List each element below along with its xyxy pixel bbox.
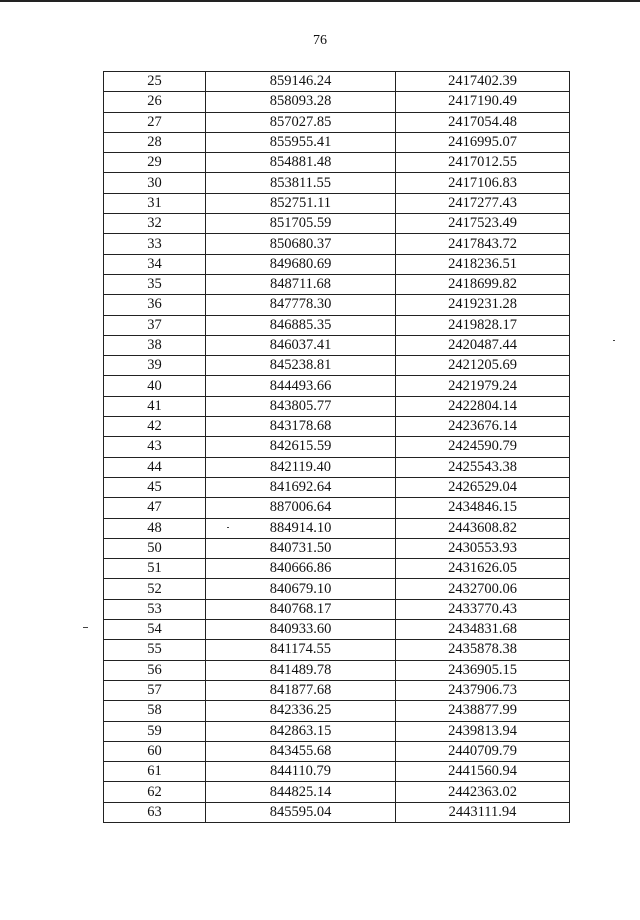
table-row <box>104 92 570 112</box>
y-coordinate-cell: 2421979.24 <box>396 376 570 396</box>
point-number-cell: 53 <box>104 599 206 619</box>
x-coordinate-cell: 841692.64 <box>206 477 396 497</box>
table-row <box>104 802 570 822</box>
table-row <box>104 538 570 558</box>
y-coordinate-cell: 2440709.79 <box>396 741 570 761</box>
scan-speck <box>83 627 88 628</box>
table-row <box>104 214 570 234</box>
table-row <box>104 356 570 376</box>
point-number-cell: 31 <box>104 193 206 213</box>
x-coordinate-cell: 852751.11 <box>206 193 396 213</box>
table-row <box>104 599 570 619</box>
y-coordinate-cell: 2421205.69 <box>396 356 570 376</box>
x-coordinate-cell: 844825.14 <box>206 782 396 802</box>
x-coordinate-cell: 849680.69 <box>206 254 396 274</box>
y-coordinate-cell: 2417106.83 <box>396 173 570 193</box>
x-coordinate-cell: 844493.66 <box>206 376 396 396</box>
x-coordinate-cell: 841174.55 <box>206 640 396 660</box>
point-number-cell: 36 <box>104 295 206 315</box>
point-number-cell: 28 <box>104 132 206 152</box>
table-row <box>104 274 570 294</box>
scan-speck <box>227 527 229 528</box>
table-row <box>104 335 570 355</box>
point-number-cell: 59 <box>104 721 206 741</box>
y-coordinate-cell: 2417277.43 <box>396 193 570 213</box>
y-coordinate-cell: 2443111.94 <box>396 802 570 822</box>
point-number-cell: 39 <box>104 356 206 376</box>
table-row <box>104 680 570 700</box>
page-top-border <box>0 0 640 2</box>
x-coordinate-cell: 840679.10 <box>206 579 396 599</box>
x-coordinate-cell: 842119.40 <box>206 457 396 477</box>
table-row <box>104 559 570 579</box>
table-row <box>104 620 570 640</box>
point-number-cell: 44 <box>104 457 206 477</box>
table-row <box>104 762 570 782</box>
point-number-cell: 48 <box>104 518 206 538</box>
point-number-cell: 33 <box>104 234 206 254</box>
x-coordinate-cell: 848711.68 <box>206 274 396 294</box>
y-coordinate-cell: 2438877.99 <box>396 701 570 721</box>
point-number-cell: 54 <box>104 620 206 640</box>
point-number-cell: 61 <box>104 762 206 782</box>
y-coordinate-cell: 2417190.49 <box>396 92 570 112</box>
x-coordinate-cell: 858093.28 <box>206 92 396 112</box>
point-number-cell: 43 <box>104 437 206 457</box>
point-number-cell: 52 <box>104 579 206 599</box>
y-coordinate-cell: 2434831.68 <box>396 620 570 640</box>
x-coordinate-cell: 844110.79 <box>206 762 396 782</box>
y-coordinate-cell: 2437906.73 <box>396 680 570 700</box>
x-coordinate-cell: 845595.04 <box>206 802 396 822</box>
y-coordinate-cell: 2420487.44 <box>396 335 570 355</box>
table-row <box>104 477 570 497</box>
x-coordinate-cell: 846037.41 <box>206 335 396 355</box>
y-coordinate-cell: 2425543.38 <box>396 457 570 477</box>
y-coordinate-cell: 2442363.02 <box>396 782 570 802</box>
coordinates-table-body <box>104 72 570 823</box>
y-coordinate-cell: 2433770.43 <box>396 599 570 619</box>
x-coordinate-cell: 884914.10 <box>206 518 396 538</box>
y-coordinate-cell: 2419828.17 <box>396 315 570 335</box>
point-number-cell: 27 <box>104 112 206 132</box>
point-number-cell: 60 <box>104 741 206 761</box>
point-number-cell: 40 <box>104 376 206 396</box>
x-coordinate-cell: 851705.59 <box>206 214 396 234</box>
x-coordinate-cell: 847778.30 <box>206 295 396 315</box>
x-coordinate-cell: 854881.48 <box>206 153 396 173</box>
table-row <box>104 173 570 193</box>
y-coordinate-cell: 2417012.55 <box>396 153 570 173</box>
y-coordinate-cell: 2426529.04 <box>396 477 570 497</box>
table-row <box>104 254 570 274</box>
table-row <box>104 112 570 132</box>
table-row <box>104 295 570 315</box>
x-coordinate-cell: 842863.15 <box>206 721 396 741</box>
x-coordinate-cell: 855955.41 <box>206 132 396 152</box>
point-number-cell: 45 <box>104 477 206 497</box>
x-coordinate-cell: 841877.68 <box>206 680 396 700</box>
point-number-cell: 25 <box>104 72 206 92</box>
scan-speck <box>613 340 615 341</box>
point-number-cell: 56 <box>104 660 206 680</box>
point-number-cell: 57 <box>104 680 206 700</box>
table-row <box>104 417 570 437</box>
point-number-cell: 30 <box>104 173 206 193</box>
table-row <box>104 437 570 457</box>
table-row <box>104 132 570 152</box>
table-row <box>104 782 570 802</box>
table-row <box>104 741 570 761</box>
point-number-cell: 26 <box>104 92 206 112</box>
x-coordinate-cell: 859146.24 <box>206 72 396 92</box>
y-coordinate-cell: 2436905.15 <box>396 660 570 680</box>
x-coordinate-cell: 841489.78 <box>206 660 396 680</box>
y-coordinate-cell: 2430553.93 <box>396 538 570 558</box>
point-number-cell: 35 <box>104 274 206 294</box>
table-row <box>104 153 570 173</box>
point-number-cell: 34 <box>104 254 206 274</box>
point-number-cell: 58 <box>104 701 206 721</box>
x-coordinate-cell: 887006.64 <box>206 498 396 518</box>
point-number-cell: 62 <box>104 782 206 802</box>
y-coordinate-cell: 2431626.05 <box>396 559 570 579</box>
point-number-cell: 47 <box>104 498 206 518</box>
x-coordinate-cell: 843455.68 <box>206 741 396 761</box>
x-coordinate-cell: 843805.77 <box>206 396 396 416</box>
point-number-cell: 41 <box>104 396 206 416</box>
y-coordinate-cell: 2419231.28 <box>396 295 570 315</box>
y-coordinate-cell: 2418699.82 <box>396 274 570 294</box>
table-row <box>104 234 570 254</box>
table-row <box>104 193 570 213</box>
table-row <box>104 396 570 416</box>
table-row <box>104 579 570 599</box>
point-number-cell: 63 <box>104 802 206 822</box>
x-coordinate-cell: 857027.85 <box>206 112 396 132</box>
table-row <box>104 660 570 680</box>
y-coordinate-cell: 2417402.39 <box>396 72 570 92</box>
x-coordinate-cell: 845238.81 <box>206 356 396 376</box>
y-coordinate-cell: 2416995.07 <box>396 132 570 152</box>
point-number-cell: 29 <box>104 153 206 173</box>
y-coordinate-cell: 2432700.06 <box>396 579 570 599</box>
y-coordinate-cell: 2423676.14 <box>396 417 570 437</box>
table-row <box>104 315 570 335</box>
y-coordinate-cell: 2417054.48 <box>396 112 570 132</box>
x-coordinate-cell: 853811.55 <box>206 173 396 193</box>
point-number-cell: 50 <box>104 538 206 558</box>
table-row <box>104 376 570 396</box>
point-number-cell: 51 <box>104 559 206 579</box>
x-coordinate-cell: 843178.68 <box>206 417 396 437</box>
table-row <box>104 72 570 92</box>
table-row <box>104 498 570 518</box>
point-number-cell: 37 <box>104 315 206 335</box>
coordinates-table <box>103 71 570 823</box>
x-coordinate-cell: 840731.50 <box>206 538 396 558</box>
x-coordinate-cell: 840933.60 <box>206 620 396 640</box>
point-number-cell: 55 <box>104 640 206 660</box>
table-row <box>104 457 570 477</box>
x-coordinate-cell: 850680.37 <box>206 234 396 254</box>
y-coordinate-cell: 2417523.49 <box>396 214 570 234</box>
table-row <box>104 640 570 660</box>
y-coordinate-cell: 2417843.72 <box>396 234 570 254</box>
x-coordinate-cell: 842336.25 <box>206 701 396 721</box>
point-number-cell: 32 <box>104 214 206 234</box>
table-row <box>104 721 570 741</box>
point-number-cell: 42 <box>104 417 206 437</box>
y-coordinate-cell: 2434846.15 <box>396 498 570 518</box>
table-row <box>104 518 570 538</box>
y-coordinate-cell: 2441560.94 <box>396 762 570 782</box>
point-number-cell: 38 <box>104 335 206 355</box>
y-coordinate-cell: 2418236.51 <box>396 254 570 274</box>
y-coordinate-cell: 2424590.79 <box>396 437 570 457</box>
y-coordinate-cell: 2439813.94 <box>396 721 570 741</box>
y-coordinate-cell: 2422804.14 <box>396 396 570 416</box>
x-coordinate-cell: 846885.35 <box>206 315 396 335</box>
y-coordinate-cell: 2435878.38 <box>396 640 570 660</box>
page-number: 76 <box>313 33 327 48</box>
table-row <box>104 701 570 721</box>
y-coordinate-cell: 2443608.82 <box>396 518 570 538</box>
x-coordinate-cell: 842615.59 <box>206 437 396 457</box>
x-coordinate-cell: 840768.17 <box>206 599 396 619</box>
x-coordinate-cell: 840666.86 <box>206 559 396 579</box>
